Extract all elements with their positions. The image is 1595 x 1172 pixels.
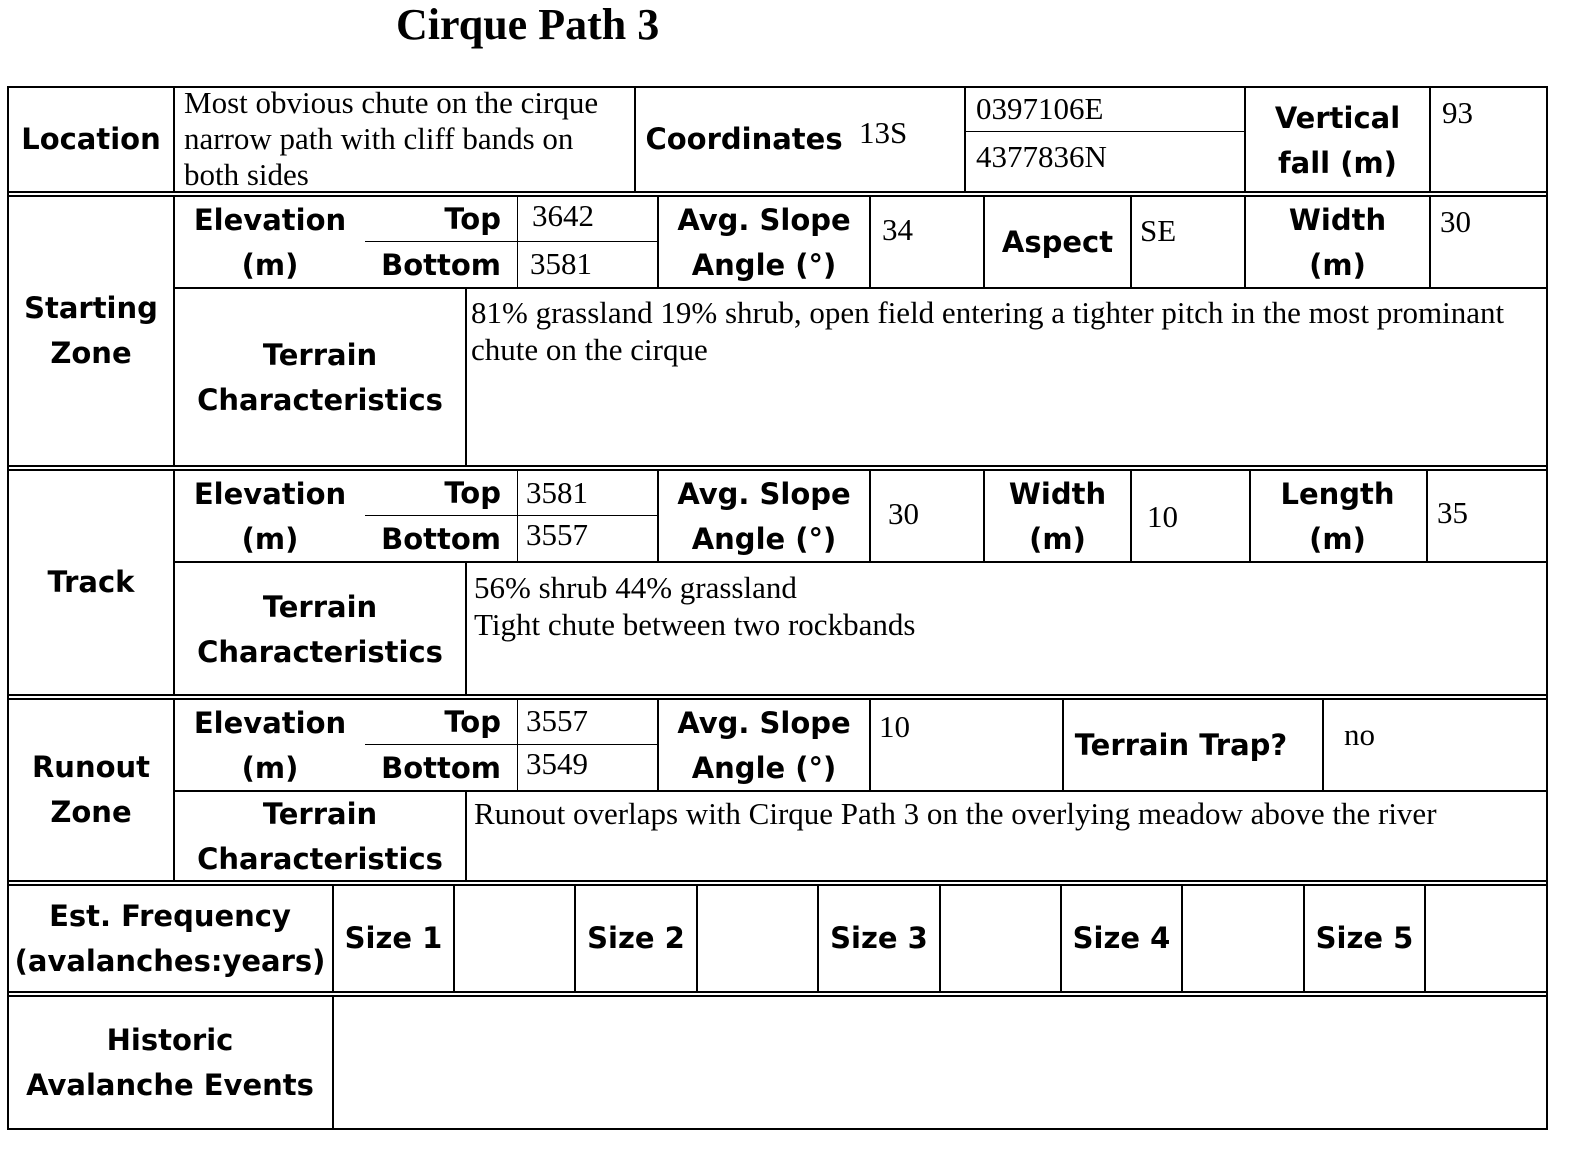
grid-line — [964, 86, 966, 193]
frequency-label: Est. Frequency (avalanches:years) — [14, 898, 326, 978]
coordinates-zone: 13S — [859, 115, 908, 150]
starting-top-label: Top — [444, 202, 501, 236]
grid-line — [465, 561, 467, 696]
terrain-trap-value: no — [1344, 717, 1375, 752]
starting-aspect-value: SE — [1140, 213, 1177, 248]
grid-line — [983, 469, 985, 562]
terrain-trap-label: Terrain Trap? — [1074, 727, 1288, 762]
runout-top-label: Top — [444, 705, 501, 739]
grid-line — [634, 86, 636, 193]
track-elevation-label: Elevation (m) — [193, 477, 347, 556]
grid-line — [465, 287, 467, 467]
grid-line — [173, 469, 175, 696]
track-length-label: Length (m) — [1280, 477, 1395, 556]
grid-line — [964, 131, 1244, 132]
size-3-value — [941, 886, 1060, 991]
starting-terrain-label: Terrain Characteristics — [197, 338, 443, 417]
location-description: Most obvious chute on the cirque narrow path with cliff bands on both sides — [184, 85, 599, 192]
coordinates-label: Coordinates — [645, 122, 843, 156]
historic-value — [334, 997, 1546, 1128]
starting-elevation-label: Elevation (m) — [193, 203, 347, 282]
size-5-label: Size 5 — [1315, 921, 1414, 955]
track-top-label: Top — [444, 476, 501, 510]
grid-line — [1429, 86, 1431, 193]
section-divider — [7, 465, 1548, 467]
track-avg-slope-label: Avg. Slope Angle (°) — [677, 477, 851, 556]
size-4-label: Size 4 — [1072, 921, 1171, 955]
vertical-fall-label: Vertical fall (m) — [1274, 101, 1401, 180]
size-1-label: Size 1 — [344, 921, 443, 955]
grid-line — [173, 86, 175, 193]
section-divider — [7, 195, 1548, 197]
grid-line — [869, 195, 871, 288]
track-terrain-label: Terrain Characteristics — [197, 590, 443, 669]
track-elevation-bottom: 3557 — [526, 517, 588, 552]
table-border-right — [1546, 86, 1548, 1130]
track-elevation-top: 3581 — [526, 475, 588, 510]
track-label: Track — [47, 565, 135, 599]
grid-line — [1130, 469, 1132, 562]
section-divider — [7, 694, 1548, 696]
grid-line — [173, 195, 175, 467]
starting-elevation-bottom: 3581 — [530, 246, 592, 281]
runout-avg-slope-value: 10 — [879, 709, 910, 744]
starting-aspect-label: Aspect — [1001, 224, 1114, 259]
starting-avg-slope-label: Avg. Slope Angle (°) — [677, 203, 851, 282]
grid-line — [657, 195, 659, 288]
track-terrain-value: 56% shrub 44% grassland Tight chute between two rockbands — [474, 570, 916, 642]
starting-avg-slope-value: 34 — [882, 212, 913, 247]
starting-elevation-top: 3642 — [532, 198, 594, 233]
grid-line — [869, 698, 871, 791]
grid-line — [1062, 698, 1064, 791]
size-2-value — [698, 886, 817, 991]
size-5-value — [1426, 886, 1546, 991]
track-width-label: Width (m) — [1008, 477, 1107, 556]
grid-line — [869, 469, 871, 562]
runout-bottom-label: Bottom — [381, 750, 501, 785]
grid-line — [1244, 86, 1246, 193]
runout-elevation-top: 3557 — [526, 703, 588, 738]
track-bottom-label: Bottom — [381, 521, 501, 556]
runout-elevation-label: Elevation (m) — [193, 706, 347, 785]
coordinates-easting: 0397106E — [976, 91, 1104, 126]
grid-line — [657, 698, 659, 791]
grid-line — [1244, 195, 1246, 288]
coordinates-northing: 4377836N — [976, 139, 1107, 174]
grid-line — [657, 469, 659, 562]
runout-terrain-label: Terrain Characteristics — [197, 797, 443, 876]
runout-avg-slope-label: Avg. Slope Angle (°) — [677, 706, 851, 785]
section-divider — [7, 698, 1548, 700]
starting-width-value: 30 — [1440, 204, 1471, 239]
historic-label: Historic Avalanche Events — [26, 1022, 314, 1102]
grid-line — [465, 790, 467, 882]
runout-elevation-bottom: 3549 — [526, 746, 588, 781]
track-width-value: 10 — [1147, 499, 1178, 534]
grid-line — [1130, 195, 1132, 288]
starting-width-label: Width (m) — [1288, 203, 1387, 282]
grid-line — [1249, 469, 1251, 562]
grid-line — [1429, 195, 1431, 288]
runout-terrain-value: Runout overlaps with Cirque Path 3 on the overlying meadow above the river — [474, 796, 1437, 831]
track-length-value: 35 — [1437, 495, 1468, 530]
runout-zone-label: Runout Zone — [31, 750, 151, 829]
starting-zone-label: Starting Zone — [24, 291, 158, 370]
grid-line — [1426, 469, 1428, 562]
size-2-label: Size 2 — [587, 921, 685, 955]
size-4-value — [1183, 886, 1303, 991]
vertical-fall-value: 93 — [1442, 95, 1473, 130]
grid-line — [1322, 698, 1324, 791]
location-label: Location — [21, 122, 161, 156]
starting-bottom-label: Bottom — [381, 247, 501, 282]
section-divider — [7, 469, 1548, 471]
section-divider — [7, 991, 1548, 993]
size-1-value — [455, 886, 574, 991]
page-title: Cirque Path 3 — [396, 0, 660, 49]
size-3-label: Size 3 — [830, 921, 928, 955]
track-avg-slope-value: 30 — [888, 496, 919, 531]
table-border-bottom — [7, 1128, 1548, 1130]
starting-terrain-value: 81% grassland 19% shrub, open field entering a tighter pitch in the most prominant chute on the cirque — [471, 295, 1505, 367]
